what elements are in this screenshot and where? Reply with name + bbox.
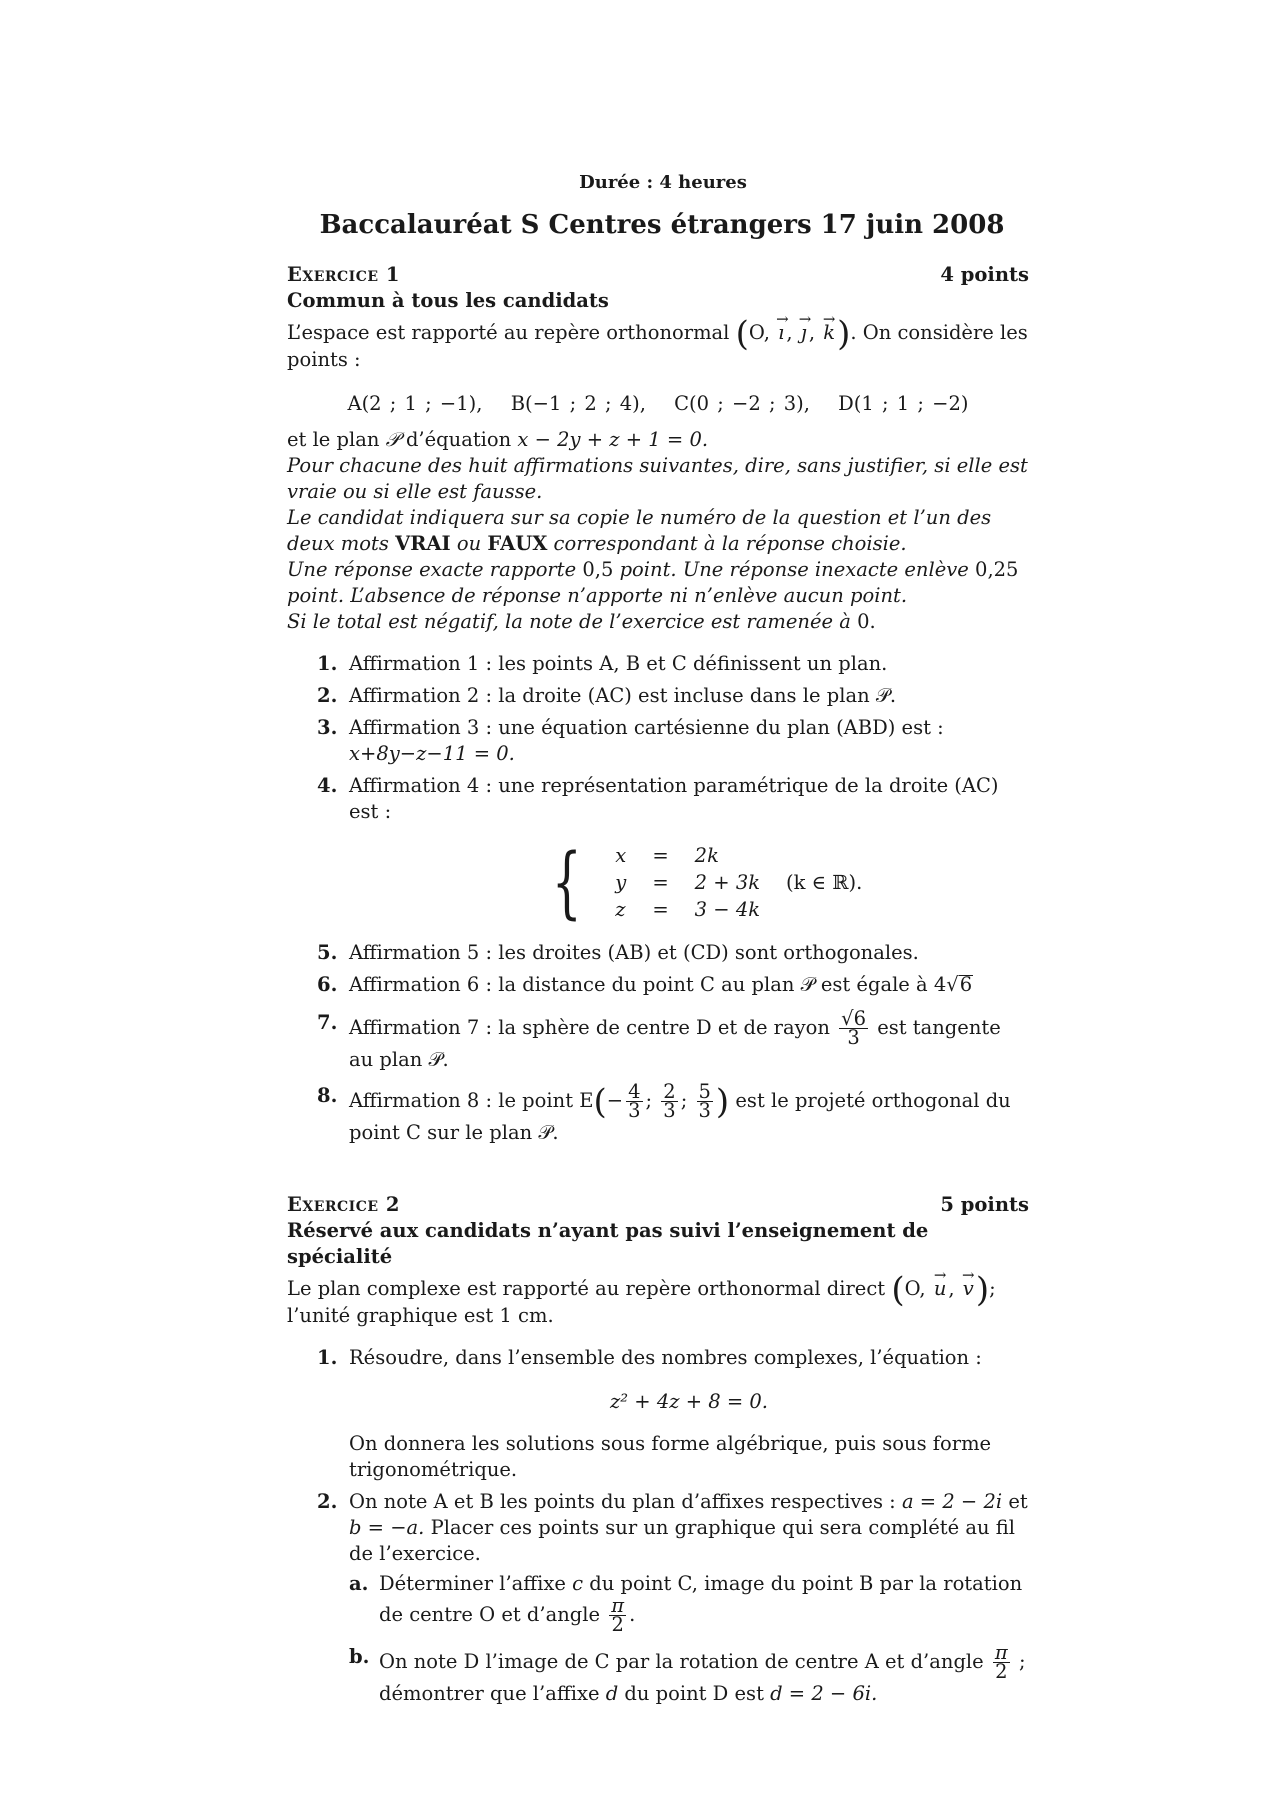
intro-text-end: ; l’unité graphique est 1 cm. [287, 1277, 996, 1327]
plane-text: d’équation [405, 428, 512, 451]
system-val: 2 + 3k [694, 871, 761, 894]
instruction-1: Pour chacune des huit affirmations suivantes, dire, sans justifier, si elle est vraie ou si elle est fausse. [287, 454, 1028, 503]
vector-j: → ȷ [799, 320, 809, 346]
item-number: 2. [317, 684, 338, 707]
fraction [993, 1641, 1010, 1683]
quadratic-equation: z² + 4z + 8 = 0. [610, 1390, 768, 1413]
questions-list [287, 1345, 1029, 1707]
list-item [287, 683, 1029, 709]
item-number: 1. [317, 1346, 338, 1369]
exercise-1-points: 4 points [940, 263, 1029, 286]
fraction-denominator: 3 [663, 1099, 676, 1122]
fraction [839, 1007, 868, 1049]
item-text: Affirmation 7 : la sphère de centre D et de rayon [349, 1016, 830, 1039]
fraction-denominator: 3 [698, 1099, 711, 1122]
fraction-numerator: π [994, 1641, 1008, 1664]
point-c: C(0 ; −2 ; 3), [674, 392, 810, 415]
vector-u: → u [932, 1276, 949, 1302]
instruction-text: correspondant à la réponse choisie. [553, 532, 907, 555]
plane-equation: x − 2y + z + 1 = 0. [517, 428, 709, 451]
fraction-denominator: 3 [628, 1099, 641, 1122]
instruction-text: Une réponse exacte rapporte [287, 558, 577, 581]
system-val: 2k [694, 844, 719, 867]
exercise-2-intro [287, 1270, 1029, 1329]
item-text: et [1008, 1490, 1028, 1513]
item-text: Affirmation 5 : les droites (AB) et (CD) sont orthogonales. [349, 941, 919, 964]
exam-duration: Durée : 4 heures [579, 172, 747, 193]
sub-item-number: a. [349, 1572, 369, 1595]
item-number: 1. [317, 652, 338, 675]
item-text: On note D l’image de C par la rotation de centre A et d’angle [379, 1650, 984, 1673]
intro-text: L’espace est rapporté au repère orthonormal [287, 321, 730, 344]
instruction-3 [287, 557, 1029, 609]
sub-item-number: b. [349, 1645, 370, 1668]
instruction-text: point. L’absence de réponse n’apporte ni n’enlève aucun point. [287, 584, 908, 607]
sqrt-value: 6 [959, 973, 973, 996]
exercise-1-intro [287, 314, 1029, 373]
word-faux: FAUX [487, 532, 548, 555]
item-number: 3. [317, 716, 338, 739]
sqrt-sign: √ [946, 973, 959, 996]
intro-text-end: . On considère les points : [287, 321, 1028, 371]
fraction-numerator: √6 [841, 1007, 866, 1030]
affix-a: a = 2 − 2i [901, 1490, 1003, 1513]
point-a: A(2 ; 1 ; −1), [347, 392, 483, 415]
item-text: Affirmation 2 : la droite (AC) est incluse dans le plan 𝒫. [349, 684, 897, 707]
list-item [287, 940, 1029, 966]
fraction-denominator: 2 [995, 1660, 1008, 1683]
instruction-4 [287, 609, 1029, 635]
list-item [287, 715, 1029, 767]
vector-v: → v [961, 1276, 976, 1302]
paren-open: ( [735, 314, 749, 354]
list-item [287, 773, 1029, 928]
fraction [697, 1080, 713, 1122]
item-number: 8. [317, 1084, 338, 1107]
system-var: z [615, 898, 626, 921]
system-table [601, 841, 876, 924]
fraction-numerator: 4 [628, 1080, 641, 1103]
frame-sep: , [786, 321, 793, 344]
document-page [287, 170, 1029, 1713]
item-number: 5. [317, 941, 338, 964]
paren-close: ) [975, 1270, 990, 1310]
system-var: y [615, 871, 627, 894]
paren-close: ) [837, 314, 851, 354]
plane-text: et le plan [287, 428, 380, 451]
paren-close: ) [715, 1082, 730, 1122]
vector-i: → ı [776, 320, 786, 346]
point-d: D(1 ; 1 ; −2) [838, 392, 969, 415]
system-eq: = [652, 871, 669, 894]
value-gain: 0,5 [582, 558, 614, 581]
fraction [609, 1594, 626, 1636]
instruction-text: Le candidat indiquera sur sa copie le numéro de la question et l’un des deux mots [287, 506, 992, 555]
item-text: Affirmation 8 : le point E [349, 1089, 594, 1112]
item-text: Résoudre, dans l’ensemble des nombres complexes, l’équation : [349, 1346, 982, 1369]
sub-questions [349, 1571, 1029, 1707]
item-text: Affirmation 6 : la distance du point C au plan 𝒫 est égale à 4 [349, 973, 947, 996]
item-text: est le projeté orthogonal du point C sur le plan 𝒫. [349, 1089, 1011, 1144]
system-condition: (k ∈ ℝ). [786, 871, 863, 894]
affix-c: c [572, 1572, 584, 1595]
item-number: 2. [317, 1490, 338, 1513]
parametric-system [389, 837, 1029, 928]
system-val: 3 − 4k [694, 898, 761, 921]
list-item [287, 651, 1029, 677]
intro-text: Le plan complexe est rapporté au repère orthonormal direct [287, 1277, 886, 1300]
list-item [349, 1641, 1029, 1707]
affix-d-value: d = 2 − 6i. [770, 1682, 878, 1705]
brace-glyph: { [551, 837, 582, 928]
item-text: est tangente au plan 𝒫. [349, 1016, 1001, 1071]
item-text: Affirmation 1 : les points A, B et C définissent un plan. [349, 652, 888, 675]
item-text: Placer ces points sur un graphique qui sera complété au fil de l’exercice. [349, 1516, 1015, 1565]
points-coordinates [287, 391, 1029, 417]
paren-open: ( [891, 1270, 905, 1310]
list-item [287, 1345, 1029, 1483]
fraction [626, 1080, 642, 1122]
item-number: 6. [317, 973, 338, 996]
list-item: 8. Affirmation 8 : le point E(− $\frac{4}{3}$ ; $\frac{2}{3}$ ; $\frac{5}{3}$ ) est le projeté orthogonal du point C sur le plan 𝒫. [317, 1080, 1011, 1144]
affirmations-list [287, 651, 1029, 1146]
exercise-2-subtitle: Réservé aux candidats n’ayant pas suivi l’enseignement de spécialité [287, 1219, 929, 1268]
exercise-1-subtitle: Commun à tous les candidats [287, 289, 609, 312]
paren-open: ( [593, 1082, 607, 1122]
page-title: Baccalauréat S Centres étrangers 17 juin 2008 [319, 210, 1005, 240]
list-item [287, 1489, 1029, 1707]
item-equation: x+8y−z−11 = 0. [349, 742, 515, 765]
frame-sep: , [808, 321, 816, 344]
frame-origin: O, [904, 1277, 926, 1300]
fraction-numerator: 2 [663, 1080, 676, 1103]
fraction-denominator: 3 [847, 1026, 860, 1049]
fraction-numerator: 5 [698, 1080, 711, 1103]
item-number: 7. [317, 1011, 338, 1034]
fraction [661, 1080, 677, 1122]
system-eq: = [652, 844, 669, 867]
exercise-2-name: Exercice 2 [287, 1193, 400, 1216]
item-text: du point D est [624, 1682, 764, 1705]
item-text: Déterminer l’affixe [379, 1572, 566, 1595]
instruction-text: ou [456, 532, 482, 555]
list-item [287, 1007, 1029, 1073]
instruction-text: point. Une réponse inexacte enlève [619, 558, 969, 581]
plane-symbol: 𝒫 [385, 428, 400, 451]
item-text: du point C, image du point B par la rotation de centre O et d’angle [379, 1572, 1023, 1626]
exercise-2-header [287, 1192, 1029, 1218]
vector-k: → k [821, 320, 837, 346]
system-row [603, 843, 874, 868]
value-loss: 0,25 [975, 558, 1019, 581]
item-text: On donnera les solutions sous forme algébrique, puis sous forme trigonométrique. [349, 1432, 992, 1481]
instruction-2 [287, 505, 1029, 557]
system-var: x [615, 844, 627, 867]
affix-b: b = −a. [349, 1516, 425, 1539]
item-text: ; démontrer que l’affixe [379, 1650, 1026, 1705]
exercise-1-header [287, 262, 1029, 288]
plane-definition [287, 427, 1029, 453]
list-item [349, 1571, 1029, 1634]
item-text: On note A et B les points du plan d’affixes respectives : [349, 1490, 896, 1513]
item-text: Affirmation 4 : une représentation paramétrique de la droite (AC) est : [349, 774, 999, 823]
instruction-text: Si le total est négatif, la note de l’exercice est ramenée à [287, 610, 851, 633]
fraction-numerator: π [611, 1594, 625, 1617]
exercise-1-name: Exercice 1 [287, 263, 400, 286]
system-eq: = [652, 898, 669, 921]
affix-d: d [605, 1682, 619, 1705]
item-number: 4. [317, 774, 338, 797]
point-b: B(−1 ; 2 ; 4), [510, 392, 646, 415]
value-zero: 0. [857, 610, 876, 633]
exercise-2-points: 5 points [940, 1193, 1029, 1216]
list-item [287, 972, 1029, 998]
word-vrai: VRAI [395, 532, 451, 555]
item-text: Affirmation 3 : une équation cartésienne du plan (ABD) est : [349, 716, 944, 739]
frame-origin: O, [748, 321, 770, 344]
fraction-denominator: 2 [611, 1613, 624, 1636]
frame-sep: , [948, 1277, 955, 1300]
item-text: . [629, 1603, 636, 1626]
